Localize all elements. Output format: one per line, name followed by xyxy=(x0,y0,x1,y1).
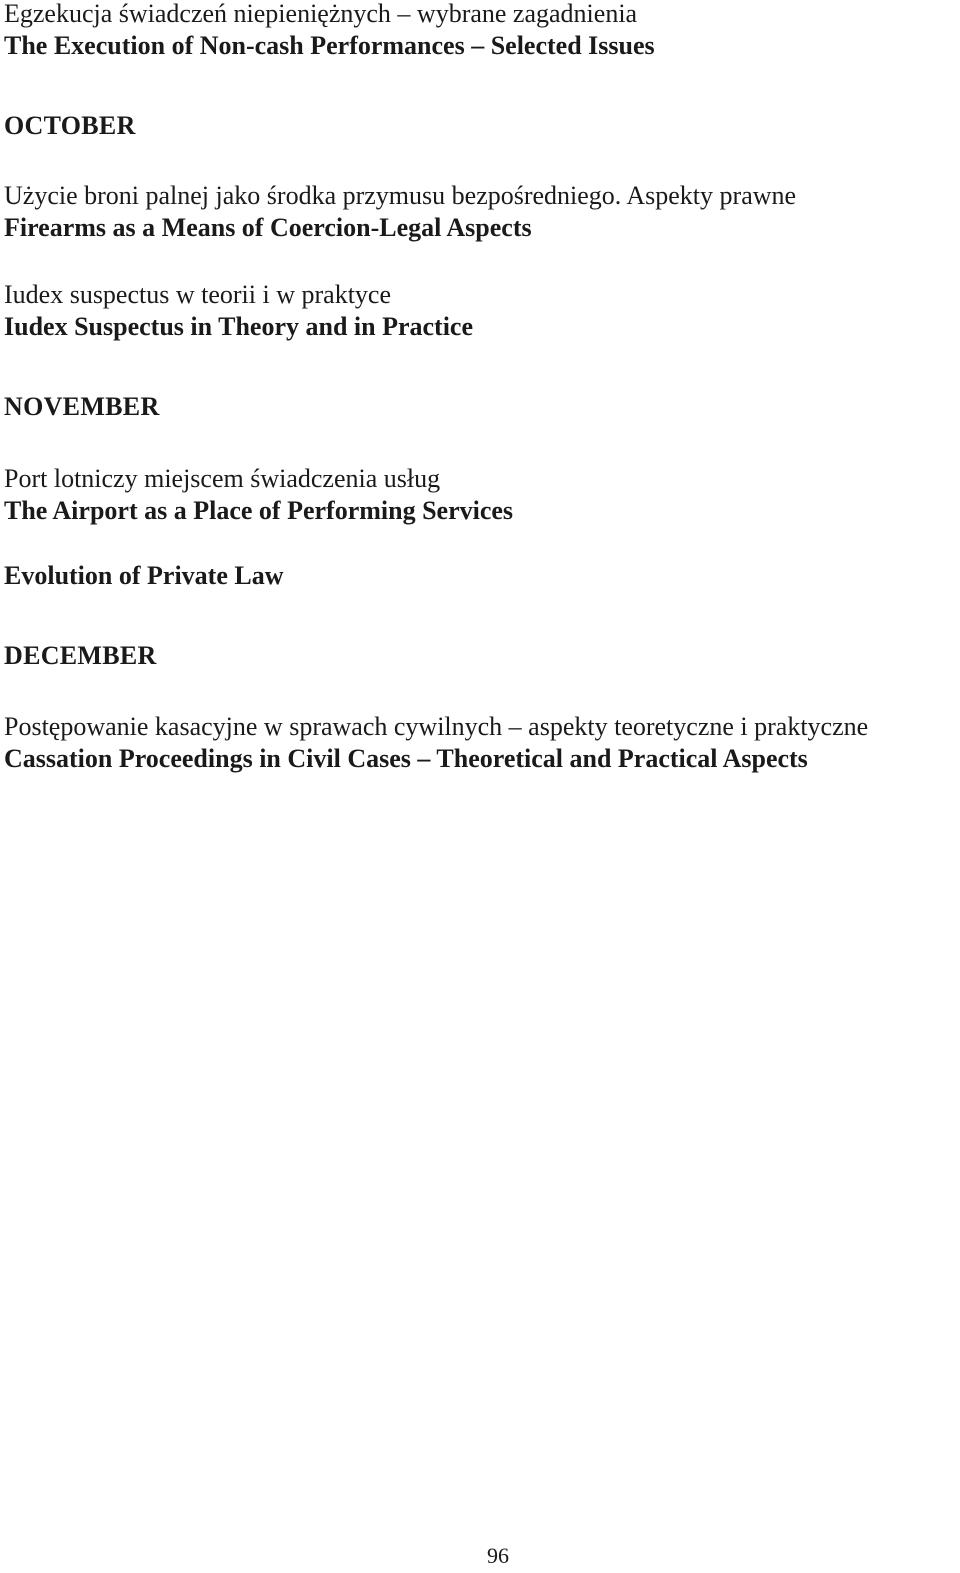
entry-firearms xyxy=(4,180,796,244)
month-label: DECEMBER xyxy=(4,641,157,670)
entry-title-polish: Iudex suspectus w teorii i w praktyce xyxy=(4,280,392,309)
entry-title-polish: Postępowanie kasacyjne w sprawach cywilnych – aspekty teoretyczne i praktyczne xyxy=(4,712,869,741)
entry-evolution xyxy=(4,560,284,592)
entry-iudex xyxy=(4,279,473,343)
month-label: NOVEMBER xyxy=(4,392,160,421)
entry-title-english: Evolution of Private Law xyxy=(4,561,284,590)
page-number: 96 xyxy=(487,1543,509,1568)
entry-title-english: Firearms as a Means of Coercion-Legal Aspects xyxy=(4,213,532,242)
entry-title-english: The Execution of Non-cash Performances – Selected Issues xyxy=(4,31,655,60)
entry-title-english: Iudex Suspectus in Theory and in Practice xyxy=(4,312,474,341)
month-heading-december xyxy=(4,640,157,672)
month-heading-october xyxy=(4,110,136,142)
entry-execution xyxy=(4,0,655,62)
month-label: OCTOBER xyxy=(4,111,136,140)
entry-title-polish: Użycie broni palnej jako środka przymusu bezpośredniego. Aspekty prawne xyxy=(4,181,797,210)
entry-title-polish: Port lotniczy miejscem świadczenia usług xyxy=(4,464,441,493)
entry-cassation xyxy=(4,711,868,775)
entry-title-english: The Airport as a Place of Performing Services xyxy=(4,496,514,525)
entry-title-english: Cassation Proceedings in Civil Cases – Theoretical and Practical Aspects xyxy=(4,744,808,773)
month-heading-november xyxy=(4,391,160,423)
entry-title-polish: Egzekucja świadczeń niepieniężnych – wybrane zagadnienia xyxy=(4,0,638,28)
entry-airport xyxy=(4,463,513,527)
